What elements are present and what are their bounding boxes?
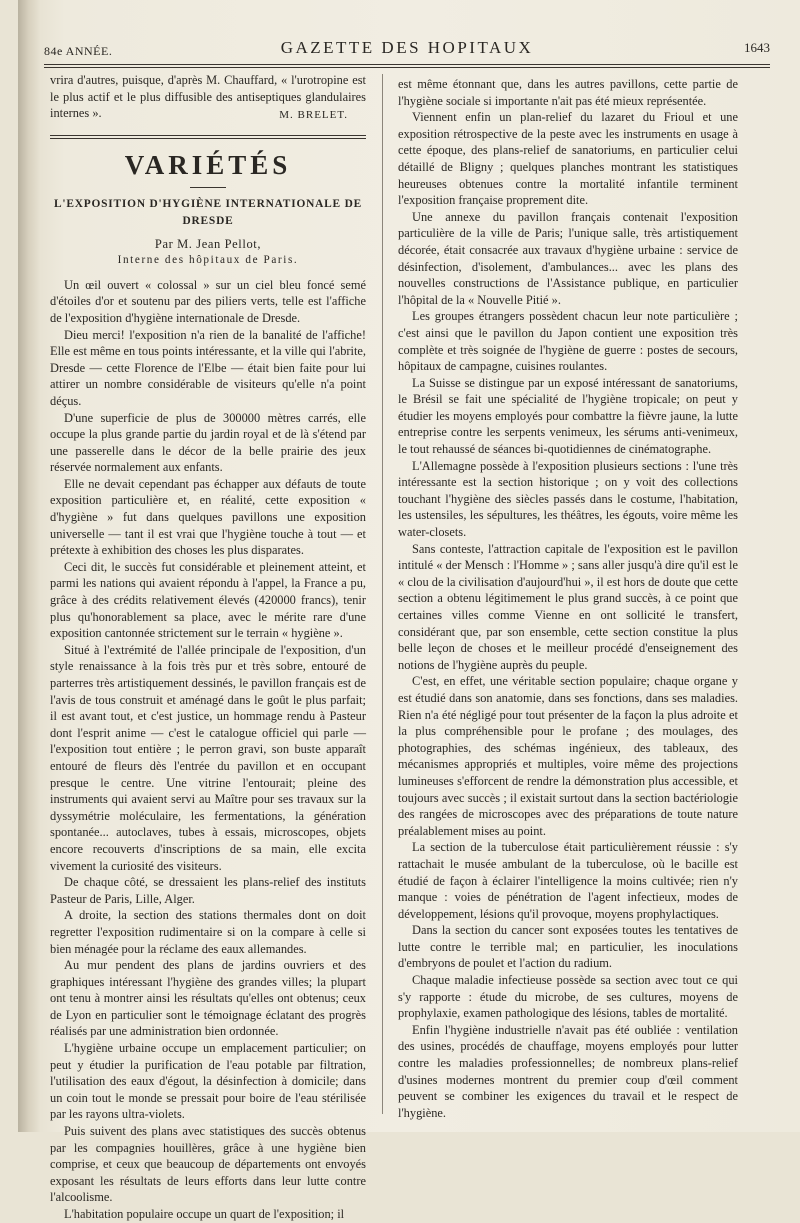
body-paragraph: Ceci dit, le succès fut considérable et pleinement atteint, et parmi les nations qui avaient répondu à l'appel, la France a pu, grâce à des crédits relativement élevés (420000 francs), tenir plus qu'honorablement sa place, avec le mérite rare d'une exposition cantonnée strictement sur le terrain « hygiène ».: [50, 559, 366, 641]
body-paragraph: Chaque maladie infectieuse possède sa section avec tout ce qui s'y rapporte : étude du microbe, de ses cultures, moyens de prophylaxie, examen pathologique des lésions, tables de mortalité.: [398, 973, 738, 1021]
carryover-paragraph: vrira d'autres, puisque, d'après M. Chauffard, « l'urotropine est le plus actif et le plus diffusible des antiseptiques glandulaires internes ».: [50, 73, 366, 121]
article-title: L'EXPOSITION D'HYGIÈNE INTERNATIONALE DE DRESDE: [53, 198, 363, 227]
body-paragraph: Viennent enfin un plan-relief du lazaret du Frioul et une exposition rétrospective de la peste avec les instruments en usage à cette époque, des plans-relief de sanatoriums, en particulier celui détaillé de Bligny ; quelques planches montrant les statistiques heureuses obtenues contre la mortalité infantile terminent l'exposition française proprement dite.: [398, 110, 738, 208]
page-number: 1643: [744, 40, 770, 55]
body-paragraph: La section de la tuberculose était particulièrement réussie : s'y rattachait le musée ambulant de la tuberculose, où le bacille est étudié de façon à éclairer l'intelligence la moins cultivée; rien n'y manque : voies de pénétration de l'agent infectieux, modes de développement, lésions qu'il provoque, moyens prophylactiques.: [398, 840, 738, 921]
body-paragraph: La Suisse se distingue par un exposé intéressant de sanatoriums, le Brésil se fait une spécialité de l'hygiène tropicale; on peut y étudier les moyens employés pour combattre la fièvre jaune, la lutte entreprise contre les serpents venimeux, les sérums anti-venimeux, le tout rehaussé de séances bi-quotidiennes de cinématographe.: [398, 375, 738, 457]
body-paragraph: Situé à l'extrémité de l'allée principale de l'exposition, d'un style renaissance à la fois très pur et très sobre, entouré de parterres très artistiquement dessinés, le pavillon français est de l'avis de tous construit et aménagé dans le goût le plus parfait; il est avant tout, et c'est justice, un hommage rendu à Pasteur dont l'esprit anime — c'est le catalogue officiel qui parle — l'exposition tout entière ; le perron gravi, son buste apparaît entouré de fleurs dès l'entrée du pavillon et en occupant presque le centre. Une vitrine l'entourait; pleine des instruments qui avaient servi au Maître pour ses travaux sur la dyssymétrie moléculaire, les fermentations, la génération spontanée... autoclaves, tubes à essais, microscopes, objets encore recouverts d'inscriptions de sa main, elle excita vivement la curiosité des visiteurs.: [50, 642, 366, 873]
body-paragraph: L'habitation populaire occupe un quart de l'exposition; il: [64, 1207, 345, 1221]
column-divider: [382, 74, 383, 1114]
body-paragraph: Sans conteste, l'attraction capitale de l'exposition est le pavillon intitulé « der Mensch : l'Homme » ; sans aller jusqu'à dire qu'il est le « clou de la civilisation d'aujourd'hui », il est hors de doute que cette section a obtenu légitimement le plus grand succès, à ce point que certaines villes comme Vienne en ont sollicité le transfert, considérant que, par son ensemble, cette section constitue la plus belle leçon de choses et le meilleur procédé d'enseignement des notions de l'hygiène auprès du peuple.: [398, 541, 738, 672]
body-paragraph: Les groupes étrangers possèdent chacun leur note particulière ; c'est ainsi que le pavillon du Japon contient une exposition très complète et très soignée de l'hygiène de guerre : postes de secours, hôpitaux de campagne, cuisines roulantes.: [398, 309, 738, 374]
body-paragraph: Puis suivent des plans avec statistiques des succès obtenus par les compagnies houillères, grâce à une hygiène bien comprise, et ceux que beaucoup de départements ont envoyés exposant les résultats de leurs efforts dans leur lutte contre l'alcoolisme.: [50, 1124, 366, 1205]
page-header: [44, 38, 770, 62]
section-title: VARIÉTÉS: [124, 150, 292, 181]
title-ornament-rule: [190, 187, 226, 188]
journal-title: GAZETTE DES HOPITAUX: [280, 38, 534, 57]
body-paragraph: Dieu merci! l'exposition n'a rien de la banalité de l'affiche! Elle est même en tous points intéressante, et la ville qui l'abrite, Dresde — cette Florence de l'Elbe — était bien faite pour lui attirer un nombre considérable de visiteurs qu'elle n'a point déçus.: [50, 327, 366, 408]
right-column: [398, 76, 738, 1121]
author-signature: M. BRELET.: [279, 108, 348, 121]
body-paragraph: Dans la section du cancer sont exposées toutes les tentatives de lutte contre le terrible mal; en particulier, les inoculations d'embryons de poulet et l'action du radium.: [398, 923, 738, 971]
body-paragraph: C'est, en effet, une véritable section populaire; chaque organe y est étudié dans son anatomie, dans ses fonctions, dans ses maladies. Rien n'a été négligé pour tout présenter de la façon la plus adroite et la plus compréhensible pour le profane ; des moulages, des photographies, des schémas ingénieux, des tableaux, des mécanismes appropriés et multiples, voire même des projections lumineuses s'efforcent de rendre la démonstration plus accessible, et toujours avec succès ; il existait surtout dans la section bactériologie des rangées de microscopes avec des préparations de toute nature préalablement mises au point.: [398, 674, 738, 838]
body-paragraph: Au mur pendent des plans de jardins ouvriers et des graphiques intéressant l'hygiène des grandes villes; la plupart ont tenu à montrer ainsi les résultats qu'elles ont obtenus; ceux de Lyon en particulier sont le témoignage éclatant des progrès réalisés par une administration bien ordonnée.: [50, 958, 366, 1039]
body-paragraph: A droite, la section des stations thermales dont on doit regretter l'exposition rudimentaire si on la compare à celle si bien ménagée pour la réclame des eaux allemandes.: [50, 908, 366, 956]
section-rule-double: [50, 138, 366, 139]
body-paragraph: Une annexe du pavillon français contenait l'exposition particulière de la ville de Paris; l'unique salle, très artistiquement décorée, était consacrée aux travaux d'hygiène urbaine : service de désinfection, d'isolement, d'ambulances... avec les plans des nouvelles constructions de l'Assistance publique, en particulier l'hôpital de la « Nouvelle Pitié ».: [398, 209, 738, 307]
header-rule-double: [44, 67, 770, 68]
body-paragraph: Un œil ouvert « colossal » sur un ciel bleu foncé semé d'étoiles d'or et soutenu par des piliers verts, telle est l'affiche de l'exposition d'hygiène internationale de Dresde.: [50, 277, 366, 325]
body-paragraph: L'hygiène urbaine occupe un emplacement particulier; on peut y étudier la purification de l'eau potable par filtration, l'utilisation des eaux d'égout, la désinfection à domicile; dans un coin tout le monde se pressait pour boire de l'eau stérilisée par les rayons ultra-violets.: [50, 1041, 366, 1122]
body-paragraph: L'Allemagne possède à l'exposition plusieurs sections : l'une très intéressante est la section historique ; on y voit des collections touchant l'hygiène des siècles passés dans le costume, l'habitation, les ustensiles, les sépultures, les théâtres, les égouts, voire même les water-closets.: [398, 458, 738, 540]
binding-gutter: [18, 0, 40, 1132]
author-affiliation: Interne des hôpitaux de Paris.: [117, 254, 299, 267]
header-rule: [44, 64, 770, 65]
left-column: [50, 72, 366, 1223]
volume-label: 84e ANNÉE.: [44, 44, 113, 58]
article-byline: Par M. Jean Pellot,: [154, 236, 262, 251]
body-paragraph: Enfin l'hygiène industrielle n'avait pas été oubliée : ventilation des usines, procédés de chauffage, moyens employés pour lutter contre les maladies professionnelles; de nombreux plans-relief d'usines modernes montrent du premier coup d'œil comment peuvent se combiner les exigences du travail et le respect de l'hygiène.: [398, 1022, 738, 1120]
body-paragraph: Elle ne devait cependant pas échapper aux défauts de toute exposition particulière et, en réalité, cette exposition « d'hygiène » fut dans quelques pavillons une exposition universelle — tant il est vrai que l'hygiène touche à tout — et prétexte à exhibition des choses les plus disparates.: [50, 476, 366, 558]
body-paragraph: De chaque côté, se dressaient les plans-relief des instituts Pasteur de Paris, Lille, Alger.: [50, 875, 366, 906]
body-paragraph: est même étonnant que, dans les autres pavillons, cette partie de l'hygiène sociale si importante n'ait pas été mieux représentée.: [398, 77, 738, 108]
body-paragraph: D'une superficie de plus de 300000 mètres carrés, elle occupe la plus grande partie du jardin royal et de là s'étend par une passerelle dans le décor de la belle prairie des jeux réservée normalement aux enfants.: [50, 410, 366, 475]
section-rule: [50, 135, 366, 136]
